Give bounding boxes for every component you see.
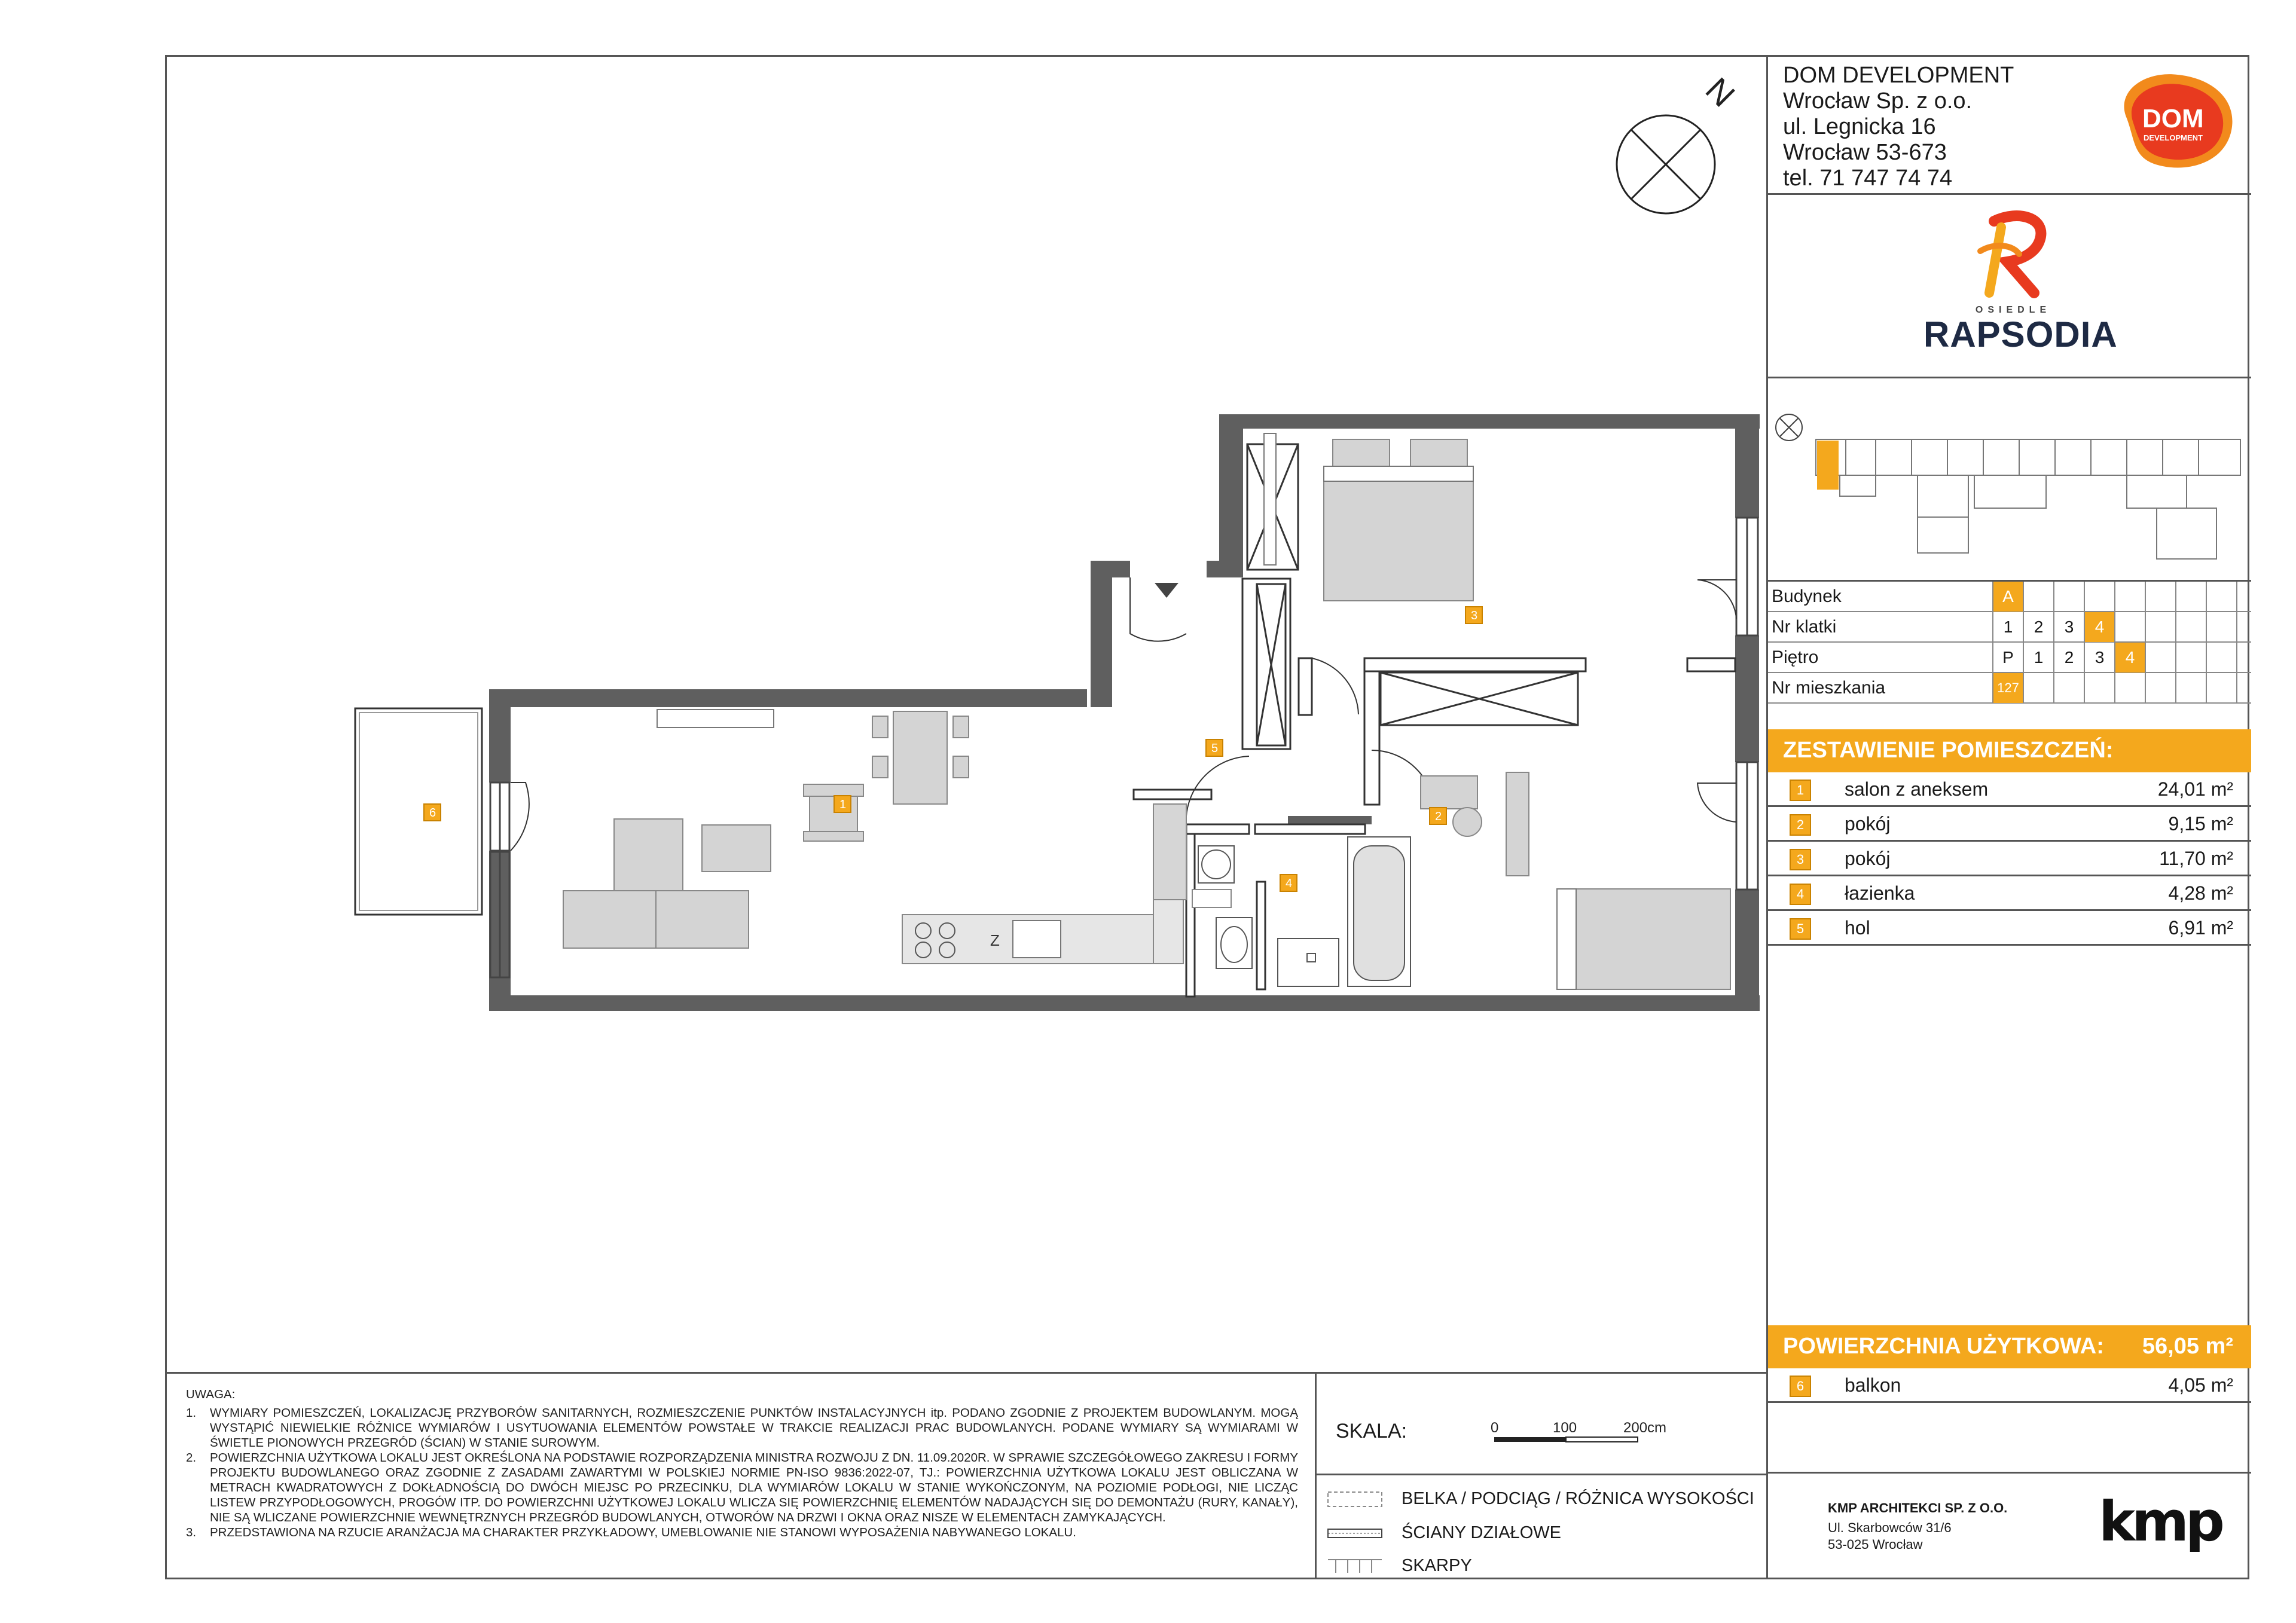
info-cell: 2 [2023, 612, 2053, 642]
key-plan-compass [1776, 414, 1802, 441]
note-item [186, 1450, 1298, 1525]
rapsodia-logo-big: RAPSODIA [1923, 314, 2118, 354]
info-cell: 3 [2053, 612, 2084, 642]
info-cell [2114, 612, 2145, 642]
note-number: 2. [186, 1451, 197, 1465]
info-cell [2175, 582, 2206, 612]
legend-label: ŚCIANY DZIAŁOWE [1402, 1523, 1561, 1542]
divider [1768, 377, 2251, 378]
info-panel [1766, 57, 2249, 1579]
info-cell [2023, 673, 2053, 703]
total-area-value: 56,05 m² [2142, 1334, 2233, 1359]
architect-name: KMP ARCHITEKCI SP. Z O.O. [1828, 1500, 2008, 1515]
room-area: 24,01 m² [2157, 778, 2233, 800]
info-cell [2236, 582, 2267, 612]
info-cell [2206, 612, 2236, 642]
legend-row [1327, 1551, 1757, 1581]
note-item [186, 1525, 1298, 1540]
legend-label: SKARPY [1402, 1556, 1472, 1575]
kmp-logo [2099, 1490, 2221, 1554]
scale-tick-100: 100 [1553, 1420, 1577, 1436]
rooms-header: ZESTAWIENIE POMIESZCZEŃ: [1768, 729, 2251, 772]
info-cell [2114, 582, 2145, 612]
info-cell [2206, 643, 2236, 673]
info-cell [2236, 673, 2267, 703]
room-name: łazienka [1845, 882, 1915, 904]
note-number: 1. [186, 1406, 197, 1420]
note-text: WYMIARY POMIESZCZEŃ, LOKALIZACJĘ PRZYBORÓW SANITARNYCH, ROZMIESZCZENIE PUNKTÓW INSTALACYJNYCH itp. PODANO ZGODNIE Z PROJEKTEM BUDOWLANYM. MOGĄ WYSTĄPIĆ NIEWIELKIE RÓŻNICE WYMIARÓW I USYTUOWANIA ELEMENTÓW POWSTAŁE W TRAKCIE REALIZACJI PRAC BUDOWLANYCH. PODANE WYMIARY SĄ WYMIARAMI W ŚWIETLE PIONOWYCH PRZEGRÓD (ŚCIAN) W STANIE SUROWYM. [210, 1406, 1298, 1450]
room-area: 11,70 m² [2159, 848, 2233, 869]
info-cell [2145, 612, 2175, 642]
scale-bar [1488, 1417, 1703, 1453]
architect-city: 53-025 Wrocław [1828, 1537, 1923, 1552]
room-marker-6 [424, 804, 441, 821]
info-cell: P [1992, 643, 2023, 673]
room-number: 5 [1790, 918, 1811, 940]
info-row-apartment [1768, 673, 2251, 704]
bottom-divider [167, 1372, 1766, 1374]
info-cell: 3 [2084, 643, 2114, 673]
plan-sheet [165, 55, 2249, 1579]
room-row [1768, 842, 2251, 876]
rapsodia-r-icon [1923, 209, 2103, 305]
room-name: balkon [1845, 1374, 1901, 1396]
info-cell: 127 [1992, 673, 2023, 703]
info-row-floor [1768, 643, 2251, 673]
info-cell [2053, 673, 2084, 703]
balcony [355, 708, 482, 915]
room-name: salon z aneksem [1845, 778, 1989, 800]
info-cell [2175, 643, 2206, 673]
info-cell [2084, 673, 2114, 703]
room-marker-2 [1430, 808, 1446, 824]
scale-divider [1315, 1474, 1766, 1475]
note-item [186, 1405, 1298, 1450]
divider [1768, 1472, 2251, 1474]
info-cell: 1 [1992, 612, 2023, 642]
scale-tick-0: 0 [1491, 1420, 1499, 1436]
info-cell [2145, 673, 2175, 703]
note-number: 3. [186, 1526, 197, 1539]
info-label: Piętro [1772, 647, 1819, 667]
total-area [1768, 1325, 2251, 1368]
dashed-line-icon [1327, 1489, 1384, 1509]
room-row [1768, 876, 2251, 911]
room-marker-label: 5 [1211, 742, 1219, 755]
entrance-arrow-icon [1155, 583, 1178, 598]
key-plan-highlight [1817, 441, 1839, 490]
compass [1617, 70, 1742, 213]
info-cell [2053, 582, 2084, 612]
north-label: N [1698, 70, 1742, 114]
info-cell [2175, 673, 2206, 703]
sill-icon [1327, 1556, 1384, 1576]
kmp-logo-text: kmp [2099, 1490, 2221, 1554]
room-area: 4,05 m² [2168, 1374, 2233, 1396]
company-line: ul. Legnicka 16 [1783, 114, 1936, 139]
company-address [1783, 63, 2014, 191]
room-number: 4 [1790, 884, 1811, 905]
room-area: 9,15 m² [2168, 813, 2233, 835]
room-marker-5 [1206, 739, 1223, 756]
notes [186, 1387, 1298, 1540]
room-marker-1 [834, 796, 851, 812]
info-cell: 4 [2084, 612, 2114, 642]
dom-logo-subtext: DEVELOPMENT [2144, 133, 2203, 142]
room-marker-label: 4 [1286, 877, 1293, 890]
info-row-staircase [1768, 612, 2251, 643]
info-cell [2145, 582, 2175, 612]
notes-divider [1315, 1372, 1317, 1579]
info-cell [2236, 643, 2267, 673]
kitchen-letter: Z [990, 931, 1000, 949]
total-area-label: POWIERZCHNIA UŻYTKOWA: [1783, 1334, 2104, 1359]
note-text: POWIERZCHNIA UŻYTKOWA LOKALU JEST OKREŚLONA NA PODSTAWIE ROZPORZĄDZENIA MINISTRA ROZWOJU Z DN. 11.09.2020R. W SPRAWIE SZCZEGÓŁOWEGO ZAKRESU I FORMY PROJEKTU BUDOWLANEGO ORAZ ZGODNIE Z ZASADAMI ZAWARTYMI W POLSKIEJ NORMIE PN-ISO 9836:2022-07, TJ.: POWIERZCHNIA UŻYTKOWA LOKALU JEST OBLICZANA W METRACH KWADRATOWYCH Z DOKŁADNOŚCIĄ DO DWÓCH MIEJSC PO PRZECINKU, DLA WYMIARÓW LOKALU W STANIE WYKOŃCZONYM, NA POZIOMIE PODŁOGI, NIE LICZĄC LISTEW PRZYPODŁOGOWYCH, PROGÓW ITP. DO POWIERZCHNI UŻYTKOWEJ LOKALU WLICZA SIĘ POWIERZCHNIĘ ELEMENTÓW NADAJĄCYCH SIĘ DO DEMONTAŻU (RURY, KANAŁY), NIE SĄ WLICZANE POWIERZCHNIE WEWNĘTRZNYCH PRZEGRÓD BUDOWLANYCH, OTWORÓW NA DRZWI I OKNA ORAZ NISZE W ELEMENTACH ZAMYKAJĄCYCH. [210, 1451, 1298, 1524]
scale-tick-200: 200cm [1623, 1420, 1667, 1436]
company-line: DOM DEVELOPMENT [1783, 63, 2014, 88]
architect-street: Ul. Skarbowców 31/6 [1828, 1520, 1952, 1535]
legend-row [1327, 1484, 1757, 1514]
floor-plan [167, 57, 1766, 1372]
room-marker-label: 2 [1435, 810, 1442, 823]
room-row [1768, 911, 2251, 946]
room-name: hol [1845, 917, 1870, 939]
info-cell [2175, 612, 2206, 642]
info-cell [2114, 673, 2145, 703]
info-label: Nr mieszkania [1772, 678, 1886, 698]
room-row [1768, 772, 2251, 807]
room-number: 6 [1790, 1376, 1811, 1397]
room-area: 6,91 m² [2168, 917, 2233, 939]
room-number: 3 [1790, 849, 1811, 870]
notes-title: UWAGA: [186, 1387, 236, 1401]
room-marker-label: 6 [429, 806, 436, 820]
room-number: 1 [1790, 780, 1811, 801]
room-name: pokój [1845, 813, 1891, 835]
company-line: tel. 71 747 74 74 [1783, 166, 1953, 191]
dom-logo-text: DOM [2142, 104, 2204, 133]
info-cell [2236, 612, 2267, 642]
room-marker-3 [1465, 607, 1482, 623]
info-cell [2023, 582, 2053, 612]
info-label: Nr klatki [1772, 617, 1837, 637]
note-text: PRZEDSTAWIONA NA RZUCIE ARANŻACJA MA CHARAKTER PRZYKŁADOWY, UMEBLOWANIE NIE STANOWI WYPOSAŻENIA NABYWANEGO LOKALU. [210, 1526, 1076, 1539]
info-cell: 4 [2114, 643, 2145, 673]
legend-row [1327, 1518, 1757, 1548]
balcony-row [1768, 1368, 2251, 1403]
info-cell [2084, 582, 2114, 612]
info-cell: 2 [2053, 643, 2084, 673]
company-line: Wrocław 53-673 [1783, 140, 1947, 165]
company-line: Wrocław Sp. z o.o. [1783, 88, 1973, 114]
room-markers [424, 607, 1482, 891]
info-row-building [1768, 582, 2251, 612]
partition-wall-icon [1327, 1523, 1384, 1543]
info-cell: 1 [2023, 643, 2053, 673]
legend-label: BELKA / PODCIĄG / RÓŻNICA WYSOKOŚCI [1402, 1489, 1754, 1508]
room-number: 2 [1790, 814, 1811, 836]
room-marker-label: 3 [1471, 609, 1478, 622]
dom-development-logo [2109, 68, 2240, 175]
info-cell: A [1992, 582, 2023, 612]
room-row [1768, 807, 2251, 842]
rapsodia-logo-small: OSIEDLE [1975, 305, 2051, 315]
room-area: 4,28 m² [2168, 882, 2233, 904]
room-marker-label: 1 [839, 798, 847, 811]
info-cell [2206, 582, 2236, 612]
scale-label: SKALA: [1336, 1420, 1407, 1442]
info-cell [2206, 673, 2236, 703]
room-name: pokój [1845, 848, 1891, 869]
info-label: Budynek [1772, 586, 1842, 606]
room-marker-4 [1280, 875, 1297, 891]
divider [1768, 193, 2251, 195]
info-cell [2145, 643, 2175, 673]
